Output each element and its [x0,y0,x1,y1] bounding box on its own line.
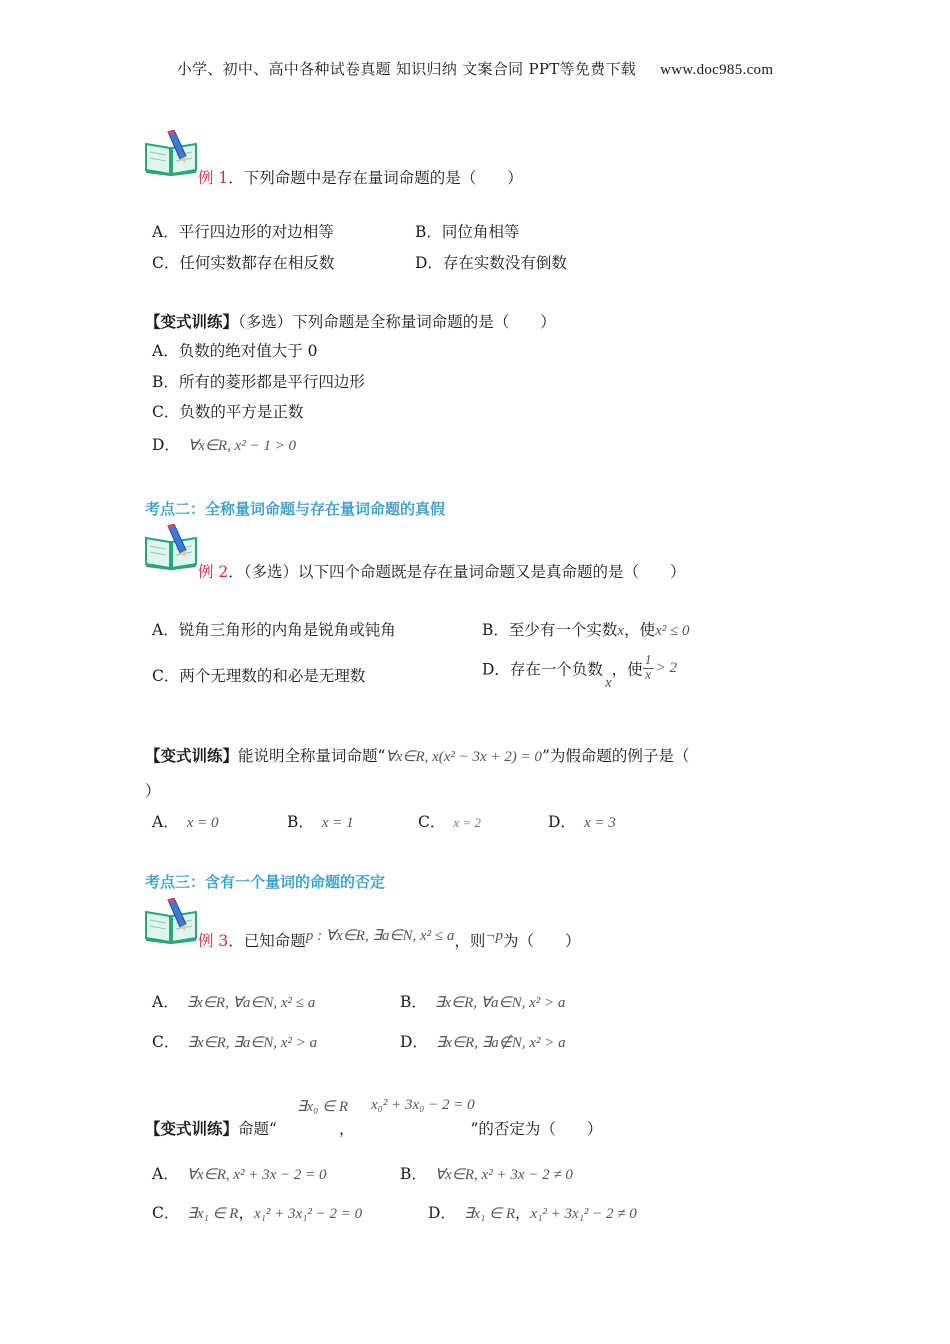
example-3-text-2: ，则 [454,932,486,950]
example-1-text: ．下列命题中是存在量词命题的是（ ） [228,169,523,187]
variant-2-option-d [548,810,616,832]
variant-3-math-equation: x₀² + 3x₀ − 2 = 0 [371,1097,475,1113]
example-3-option-d [400,1030,566,1052]
variant-3-option-d [428,1201,637,1223]
variant-1-title: 【变式训练】 [145,312,239,331]
variant-1-option-c: C．负数的平方是正数 [152,403,304,421]
example-3-math: p : ∀x∈R, ∃a∈N, x² ≤ a [305,928,455,944]
option-math: ∃x∈R, ∃a∉N, x² > a [435,1035,566,1051]
example-1-option-b: B．同位角相等 [415,223,520,241]
option-math: x = 1 [321,815,354,831]
fraction-denominator: x [645,668,652,683]
option-math: ∃x∈R, ∀a∈N, x² > a [434,995,566,1011]
variant-3-option-b [400,1162,573,1184]
fraction-one-over-x [643,654,654,683]
variant-3-math-quantifier: ∃x₀ ∈ R [297,1099,349,1115]
option-label: D． [400,1033,428,1051]
option-label: A． [152,1165,179,1183]
header-text: 小学、初中、高中各种试卷真题 知识归纳 文案合同 PPT等免费下载 [176,60,637,78]
example-3-option-c [152,1030,317,1052]
option-label: D． [548,813,576,831]
section-2-heading: 考点二：全称量词命题与存在量词命题的真假 [145,500,446,518]
option-label: D． [428,1204,456,1222]
example-3-label: 例 3 [198,932,229,950]
option-math: x = 0 [186,815,219,831]
example-2-option-d-var: x [604,674,612,691]
variant-3-text-1: 命题“ [238,1120,277,1138]
example-2-option-a: A．锐角三角形的内角是锐角或钝角 [152,621,396,639]
example-3-neg-p: ¬p [485,928,504,944]
option-separator: ， [515,1204,531,1222]
fraction-numerator: 1 [644,653,652,668]
variant-1-question [145,310,556,332]
option-math-1: ∃x₁ ∈ R [187,1206,239,1222]
variant-3-comma: ， [338,1120,355,1138]
variant-1-option-d-label: D． [152,436,180,454]
variant-2-math: ∀x∈R, x(x² − 3x + 2) = 0 [385,749,542,765]
book-pencil-icon [144,130,198,176]
example-2-option-c: C．两个无理数的和必是无理数 [152,667,366,685]
example-2-option-d [482,654,677,692]
option-math: ∃x∈R, ∀a∈N, x² ≤ a [186,995,316,1011]
example-2-option-b [482,618,689,640]
variant-2-option-c [418,810,481,832]
variant-2-text-2: ”为假命题的例子是（ [541,747,690,765]
option-label: B． [400,993,427,1011]
variant-3-question [145,1117,602,1139]
example-2-label: 例 2 [198,563,229,581]
example-2-text: ．（多选）以下四个命题既是存在量词命题又是真命题的是（ ） [228,563,686,581]
option-math-1: ∃x₁ ∈ R [463,1206,516,1222]
variant-3-option-a [152,1162,327,1184]
example-1-option-a: A．平行四边形的对边相等 [152,223,334,241]
page-header [0,58,950,79]
variant-1-option-a: A．负数的绝对值大于 0 [152,342,318,360]
example-2-option-d-text2: ，使 [611,660,643,679]
variant-1-text: （多选）下列命题是全称量词命题的是（ ） [238,313,556,331]
variant-2-option-b [287,810,354,832]
variant-2-close-paren: ） [145,782,161,800]
example-2-option-d-rest: > 2 [655,660,677,676]
option-label: B． [400,1165,427,1183]
option-separator: ， [238,1204,254,1222]
variant-3-text-2: ”的否定为（ ） [470,1120,603,1138]
option-label: A． [152,993,179,1011]
example-2-option-b-text: B．至少有一个实数 [482,621,618,639]
option-label: C． [152,1204,180,1222]
variant-2-title: 【变式训练】 [145,746,239,765]
option-label: C． [418,813,446,831]
example-3-text-1: ．已知命题 [228,932,306,950]
book-pencil-icon [144,898,198,944]
example-2-option-d-text: D．存在一个负数 [482,660,603,679]
variant-1-option-d [152,433,296,455]
option-math: ∀x∈R, x² + 3x − 2 ≠ 0 [434,1167,573,1183]
example-2-option-b-text2: ，使 [624,621,656,639]
option-math: ∃x∈R, ∃a∈N, x² > a [187,1035,318,1051]
example-2-question [198,560,686,582]
example-2-option-b-math: x² ≤ 0 [655,623,690,639]
example-1-question [198,166,523,188]
example-2-option-b-var: x [617,623,625,639]
variant-3-option-c [152,1201,362,1223]
example-1-option-c: C．任何实数都存在相反数 [152,254,335,272]
variant-2-question [145,744,689,766]
option-math: x = 2 [453,815,481,830]
option-label: A． [152,813,179,831]
section-3-heading: 考点三：含有一个量词的命题的否定 [145,873,386,891]
variant-2-text-1: 能说明全称量词命题“ [238,747,386,765]
example-3-option-a [152,990,315,1012]
option-label: B． [287,813,314,831]
example-3-option-b [400,990,565,1012]
variant-2-option-a [152,810,218,832]
option-label: C． [152,1033,180,1051]
header-url: www.doc985.com [660,62,774,78]
book-pencil-icon [144,524,198,570]
variant-1-option-d-math: ∀x∈R, x² − 1 > 0 [187,438,296,454]
example-3-text-3: 为（ ） [503,932,581,950]
option-math-2: x₁² + 3x₁² − 2 ≠ 0 [530,1206,637,1222]
option-math: ∀x∈R, x² + 3x − 2 = 0 [186,1167,327,1183]
option-math: x = 3 [583,815,616,831]
example-1-label: 例 1 [198,169,229,187]
example-3-question [198,926,581,951]
option-math-2: x₁² + 3x₁² − 2 = 0 [253,1206,363,1222]
example-1-option-d: D．存在实数没有倒数 [415,254,567,272]
variant-3-title: 【变式训练】 [145,1119,239,1138]
variant-1-option-b: B．所有的菱形都是平行四边形 [152,373,365,391]
